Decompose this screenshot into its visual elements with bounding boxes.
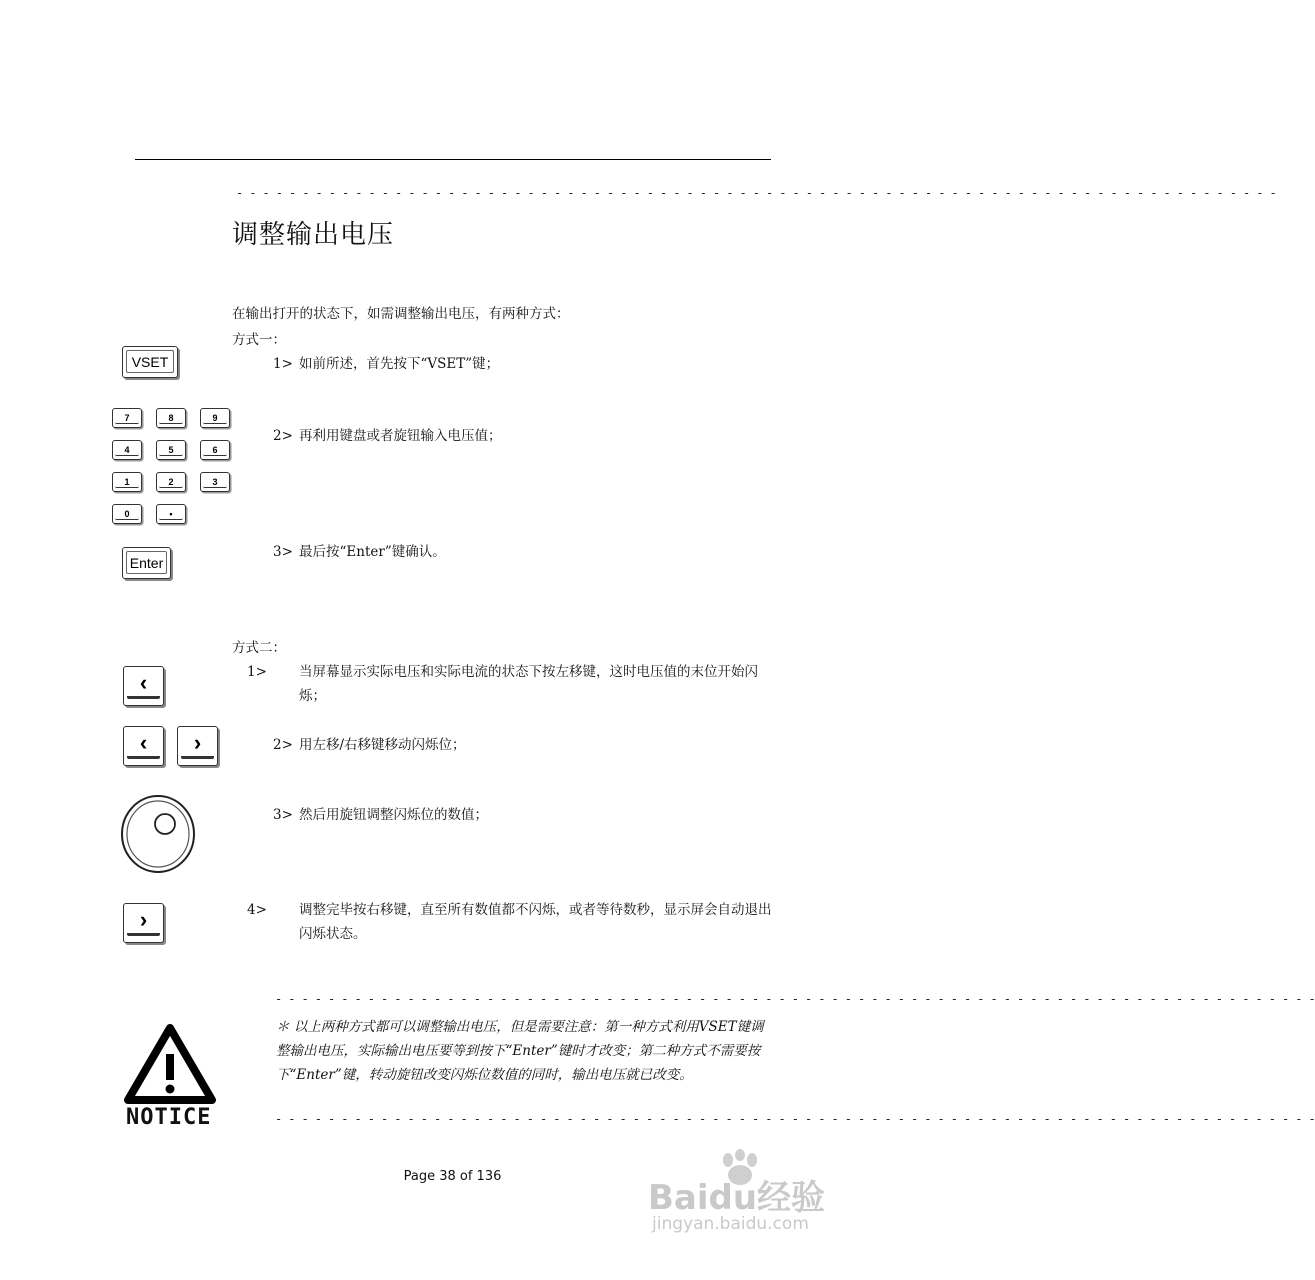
top-rule bbox=[135, 159, 771, 160]
numpad-key: 0 bbox=[112, 504, 142, 524]
method2-step-4: 4> 调整完毕按右移键，直至所有数值都不闪烁，或者等待数秒，显示屏会自动退出闪烁状态。 bbox=[247, 902, 772, 942]
numpad-key: 1 bbox=[112, 472, 142, 492]
numpad-key: 3 bbox=[200, 472, 230, 492]
page-title: 调整输出电压 bbox=[232, 220, 395, 250]
rotary-knob-icon bbox=[120, 794, 198, 876]
method2-step-1: 1> 当屏幕显示实际电压和实际电流的状态下按左移键，这时电压值的末位开始闪烁； bbox=[247, 664, 758, 704]
intro-text: 在输出打开的状态下，如需调整输出电压，有两种方式： bbox=[232, 306, 570, 322]
notice-label: NOTICE bbox=[126, 1105, 212, 1130]
watermark-brand: Baidu经验 bbox=[648, 1178, 826, 1218]
enter-key-label: Enter bbox=[126, 551, 167, 574]
numpad-key: 8 bbox=[156, 408, 186, 428]
method1-label: 方式一： bbox=[232, 332, 286, 348]
enter-key-icon bbox=[122, 547, 171, 579]
numeric-keypad-icon bbox=[112, 408, 237, 528]
page-number: Page 38 of 136 bbox=[403, 1169, 502, 1184]
numpad-key: 2 bbox=[156, 472, 186, 492]
watermark-url: jingyan.baidu.com bbox=[652, 1214, 809, 1234]
method1-step-3: 3> 最后按“Enter”键确认。 bbox=[273, 544, 446, 560]
left-arrow-key-icon: ‹ bbox=[123, 726, 164, 766]
method2-step-3: 3> 然后用旋钮调整闪烁位的数值； bbox=[273, 807, 488, 823]
numpad-key: 4 bbox=[112, 440, 142, 460]
method1-step-2: 2> 再利用键盘或者旋钮输入电压值； bbox=[273, 428, 502, 444]
notice-text: ＊ 以上两种方式都可以调整输出电压，但是需要注意：第一种方式利用VSET键调整输出电压，实际输出电压要等到按下“Enter”键时才改变；第二种方式不需要按下“Enter”键，转动旋钮改变闪烁位数值的同时，输出电压就已改变。 bbox=[276, 1019, 764, 1083]
method2-label: 方式二： bbox=[232, 640, 286, 656]
dashed-rule-notice-bottom: - - - - - - - - - - - - - - - - - - - - - - - - - - - - - - - - - - - - - - - - - - - - - - - - - - - - - - - - - - - - - - - - - - - - - - - - - - - - - - - bbox=[275, 1112, 1315, 1126]
numpad-key: 5 bbox=[156, 440, 186, 460]
numpad-key: 6 bbox=[200, 440, 230, 460]
left-arrow-key-icon: ‹ bbox=[123, 666, 164, 706]
dashed-rule-top: - - - - - - - - - - - - - - - - - - - - - - - - - - - - - - - - - - - - - - - - - - - - - - - - - - - - - - - - - - - - - - - - - - - - - - - - - - - - - - - bbox=[236, 186, 1277, 200]
vset-key-label: VSET bbox=[126, 350, 174, 373]
right-arrow-key-icon: › bbox=[123, 903, 164, 943]
numpad-key: • bbox=[156, 504, 186, 524]
warning-triangle-icon bbox=[122, 1022, 218, 1106]
numpad-key: 9 bbox=[200, 408, 230, 428]
method1-step-1: 1> 如前所述，首先按下“VSET”键； bbox=[273, 356, 500, 372]
right-arrow-key-icon: › bbox=[177, 726, 218, 766]
dashed-rule-notice-top: - - - - - - - - - - - - - - - - - - - - - - - - - - - - - - - - - - - - - - - - - - - - - - - - - - - - - - - - - - - - - - - - - - - - - - - - - - - - - - - bbox=[275, 992, 1315, 1006]
method2-step-2: 2> 用左移/右移键移动闪烁位； bbox=[273, 737, 466, 753]
vset-key-icon bbox=[122, 346, 178, 378]
numpad-key: 7 bbox=[112, 408, 142, 428]
